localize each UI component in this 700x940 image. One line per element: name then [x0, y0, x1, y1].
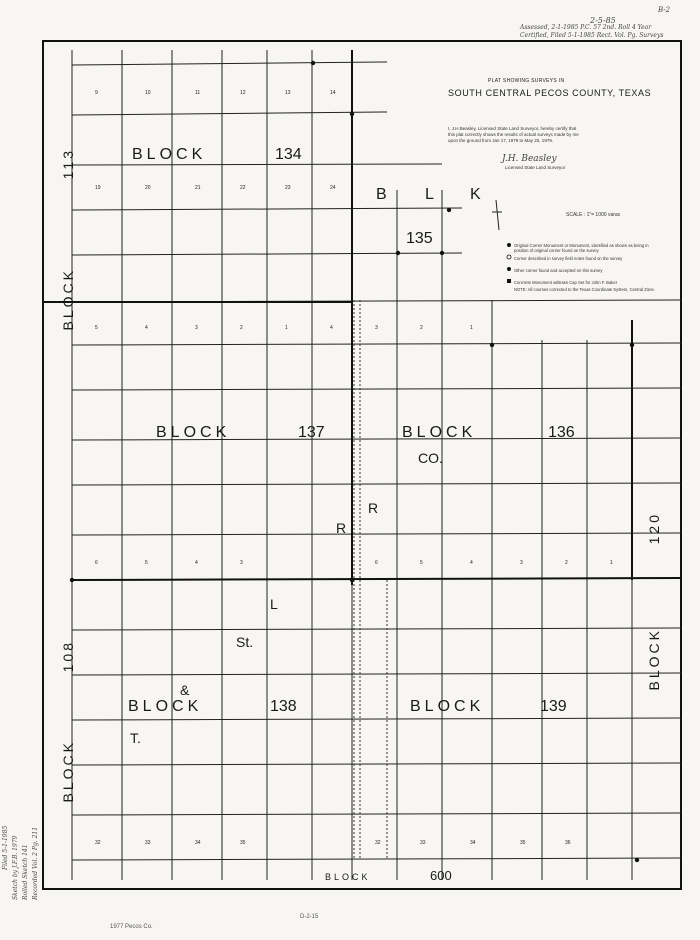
survey-number: 3 [195, 325, 198, 331]
survey-number: 3 [520, 560, 523, 566]
block-120-number: 120 [646, 512, 662, 545]
survey-number: 33 [145, 840, 151, 846]
certificate-line-3: upon the ground from Jan 17, 1979 to May 25, 1979. [448, 138, 554, 143]
legend-note: NOTE: All courses corrected to the Texas Coordinate System, Central Zone. [514, 287, 655, 292]
railroad-amp: & [180, 682, 190, 698]
survey-number: 24 [330, 185, 336, 191]
survey-number: 34 [470, 840, 476, 846]
margin-note-3: Rolled Sketch 141 [22, 844, 29, 900]
survey-number: 5 [145, 560, 148, 566]
survey-number: 22 [240, 185, 246, 191]
survey-number: 9 [95, 90, 98, 96]
surveyor-signature: J.H. Beasley [502, 154, 557, 164]
railroad-st: St. [236, 634, 254, 650]
survey-number: 6 [375, 560, 378, 566]
bottom-stamp-1: D-2-15 [300, 914, 319, 920]
block-139-number: 139 [540, 698, 567, 715]
block-139-word: BLOCK [410, 698, 485, 715]
block-134-number: 134 [275, 146, 302, 163]
legend-item-3: Other corner found and accepted on this survey [514, 268, 603, 273]
survey-number: 2 [565, 560, 568, 566]
survey-number: 3 [375, 325, 378, 331]
legend-item-2: Corner described in survey field notes found on the survey [514, 256, 623, 261]
survey-number: 10 [145, 90, 151, 96]
margin-note-1: Filed 5-1-1985 [2, 825, 9, 870]
railroad-r-2: R [336, 520, 347, 536]
survey-number: 5 [95, 325, 98, 331]
survey-number: 21 [195, 185, 201, 191]
survey-number: 36 [565, 840, 571, 846]
railroad-r-1: R [368, 500, 379, 516]
survey-number: 2 [420, 325, 423, 331]
handwritten-date: 2-5-85 [590, 16, 616, 25]
block-138-number: 138 [270, 698, 297, 715]
title-line-1: PLAT SHOWING SURVEYS IN [488, 78, 565, 84]
survey-number: 20 [145, 185, 151, 191]
margin-note-2: Sketch by J.F.B. 1979 [12, 835, 19, 900]
block-136-number: 136 [548, 424, 575, 441]
survey-number: 12 [240, 90, 246, 96]
survey-number: 5 [420, 560, 423, 566]
surveyor-role: Licensed State Land Surveyor [505, 165, 566, 170]
map-scale: SCALE : 1"= 1000 varas [566, 212, 621, 218]
survey-number: 35 [520, 840, 526, 846]
survey-number: 2 [240, 325, 243, 331]
block-138-word: BLOCK [128, 698, 203, 715]
survey-number: 32 [95, 840, 101, 846]
survey-number: 35 [240, 840, 246, 846]
block-113-word: BLOCK [60, 268, 76, 331]
survey-number: 1 [470, 325, 473, 331]
survey-number: 1 [285, 325, 288, 331]
survey-number: 14 [330, 90, 336, 96]
survey-number: 3 [240, 560, 243, 566]
block-136-word: BLOCK [402, 424, 477, 441]
survey-number: 1 [610, 560, 613, 566]
block-135-letter-k: K [470, 186, 481, 203]
railroad-l: L [270, 596, 278, 612]
title-line-2: SOUTH CENTRAL PECOS COUNTY, TEXAS [448, 88, 652, 98]
margin-note-4: Recorded Vol. 2 Pg. 211 [32, 826, 39, 900]
certificate-line-2: this plat correctly shows the results of actual surveys made by me [448, 132, 579, 137]
survey-grid [42, 40, 682, 890]
bottom-stamp-2: 1977 Pecos Co. [110, 924, 153, 930]
handwritten-note-2: Certified, Filed 5-1-1985 Rect. Vol. Pg. Surveys [520, 32, 664, 39]
handwritten-note-1: Assessed, 2-1-1985 P.C. 57 2nd. Roll 4 Year [520, 24, 652, 31]
survey-number: 4 [330, 325, 333, 331]
survey-number: 4 [195, 560, 198, 566]
block-135-number: 135 [406, 230, 433, 247]
block-135-letter-b: B [376, 186, 387, 203]
bottom-block-word: BLOCK [325, 872, 371, 882]
corner-code: B-2 [658, 6, 671, 14]
certificate-line-1: I, J.H.Beasley, Licensed State Land Surveyor, hereby certify that [448, 126, 577, 131]
survey-number: 4 [145, 325, 148, 331]
railroad-t: T. [130, 730, 141, 746]
survey-number: 6 [95, 560, 98, 566]
legend-item-1: Original Corner Monument or Monument, identified as shown as being in position of original corner found on the survey [514, 243, 649, 253]
block-137-word: BLOCK [156, 424, 231, 441]
block-108-word: BLOCK [60, 740, 76, 803]
survey-number: 19 [95, 185, 101, 191]
railroad-co: CO. [418, 450, 443, 466]
survey-number: 4 [470, 560, 473, 566]
block-120-word: BLOCK [646, 628, 662, 691]
block-108-number: 108 [60, 640, 76, 673]
survey-number: 34 [195, 840, 201, 846]
block-113-number: 113 [60, 148, 76, 180]
survey-number: 13 [285, 90, 291, 96]
survey-number: 33 [420, 840, 426, 846]
legend-item-4: Concrete Monument w/Brass Cap Set for John F. Baker [514, 280, 618, 285]
block-137-number: 137 [298, 424, 325, 441]
block-134-word: BLOCK [132, 146, 207, 163]
survey-number: 11 [195, 90, 201, 96]
survey-number: 32 [375, 840, 381, 846]
block-135-letter-l: L [425, 186, 434, 203]
bottom-block-number: 600 [430, 868, 452, 883]
survey-number: 23 [285, 185, 291, 191]
